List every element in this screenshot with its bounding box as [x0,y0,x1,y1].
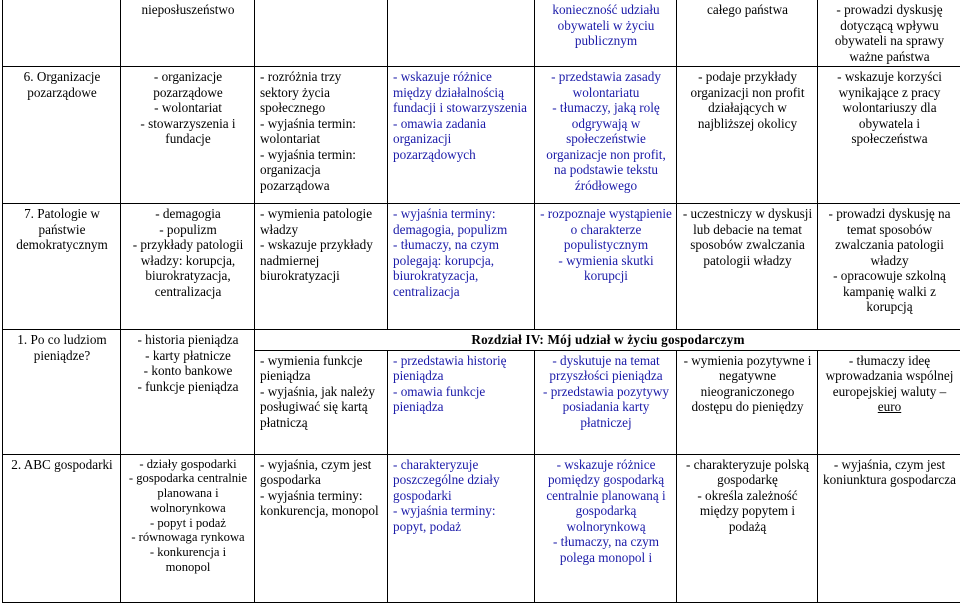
text-line: - wskazuje różnice między działalnością fundacji i stowarzyszenia [393,69,530,116]
text-line: - opracowuje szkolną kampanię walki z korupcją [823,268,956,315]
text-line: - wskazuje przykłady nadmiernej biurokratyzacji [260,237,383,284]
text-line: - tłumaczy, jaką rolę odgrywają w społeczeństwie organizacje non profit, na podstawie tekstu źródłowego [540,100,672,193]
extended-requirements-cell [388,350,535,454]
text-line: - charakteryzuje polską gospodarkę [682,457,813,488]
additional-requirements-cell [535,204,677,330]
text-line: - tłumaczy, na czym polegają: korupcja, biurokratyzacja, centralizacja [393,237,530,299]
text-line: - tłumaczy, na czym polega monopol i [540,534,672,565]
text-line: - omawia zadania organizacji pozarządowych [393,116,530,163]
additional-requirements-cell: konieczność udziału obywateli w życiu publicznym [535,0,677,67]
text-line: - wyjaśnia, czym jest gospodarka [260,457,383,488]
topic-cell [3,204,121,330]
content-cell [121,204,255,330]
text-line: - wymienia funkcje pieniądza [260,353,383,384]
basic-requirements-cell [255,204,388,330]
content-cell [121,67,255,204]
text-line: - wyjaśnia, czym jest koniunktura gospodarcza [823,457,956,488]
text-line: - gospodarka centralnie planowana i wolnorynkowa [126,471,250,515]
text-line: - dyskutuje na temat przyszłości pieniądza [540,353,672,384]
table-row-organizations [3,67,960,204]
basic-requirements-cell [255,0,388,67]
topic-cell [3,454,121,602]
basic-requirements-cell [255,350,388,454]
text-line: - wskazuje różnice pomiędzy gospodarką centralnie planowaną i gospodarką wolnorynkową [540,457,672,535]
topic-cell [3,330,121,455]
additional-requirements-cell [535,350,677,454]
section-title: Rozdział IV: Mój udział w życiu gospodarczym [255,330,960,351]
topic-cell [3,0,121,67]
extended-requirements-cell [388,204,535,330]
additional-requirements-cell [535,67,677,204]
text-line: - funkcje pieniądza [126,379,250,395]
text-line: - wskazuje korzyści wynikające z pracy wolontariuszy dla obywatela i społeczeństwa [823,69,956,147]
full-requirements-cell [677,204,818,330]
text-line: - prowadzi dyskusję na temat sposobów zwalczania patologii władzy [823,206,956,268]
content-cell [121,454,255,602]
text-line: - karty płatnicze [126,348,250,364]
exceeding-requirements-cell [818,454,960,602]
text-line: - organizacje pozarządowe [126,69,250,100]
text-line: 6. Organizacje pozarządowe [8,69,116,100]
text-line: - działy gospodarki [126,457,250,472]
content-cell [121,330,255,455]
text-line: - wyjaśnia, jak należy posługiwać się kartą płatniczą [260,384,383,431]
extended-requirements-cell [388,0,535,67]
curriculum-table [2,0,960,603]
text-line: - populizm [126,222,250,238]
text-line: - historia pieniądza [126,332,250,348]
extended-requirements-cell [388,67,535,204]
exceeding-requirements-cell [818,350,960,454]
text-line: - charakteryzuje poszczególne działy gospodarki [393,457,530,504]
text-line: - określa zależność między popytem i podażą [682,488,813,535]
text-line: 7. Patologie w państwie demokratycznym [8,206,116,253]
full-requirements-cell [677,67,818,204]
text-line: - wyjaśnia terminy: konkurencja, monopol [260,488,383,519]
topic-cell [3,67,121,204]
basic-requirements-cell [255,67,388,204]
text-line: 2. ABC gospodarki [8,457,116,473]
text-line: - demagogia [126,206,250,222]
text-line: - konkurencja i monopol [126,545,250,575]
text-line: - wolontariat [126,100,250,116]
table-row-continued [3,0,960,67]
text-line: - wyjaśnia termin: organizacja pozarządowa [260,147,383,194]
full-requirements-cell [677,350,818,454]
table-row-section-header [3,330,960,351]
exceeding-requirements-cell: - prowadzi dyskusję dotyczącą wpływu obywateli na sprawy ważne państwa [818,0,960,67]
text-line: - konto bankowe [126,363,250,379]
text-line: - uczestniczy w dyskusji lub debacie na temat sposobów zwalczania patologii władzy [682,206,813,268]
text-line: - równowaga rynkowa [126,530,250,545]
table-row-pathologies [3,204,960,330]
table-row-economy [3,454,960,602]
text-line: - wymienia patologie władzy [260,206,383,237]
exceeding-requirements-cell [818,204,960,330]
exceeding-text: - tłumaczy ideę wprowadzania wspólnej europejskiej waluty – [826,353,954,399]
full-requirements-cell [677,454,818,602]
additional-requirements-cell [535,454,677,602]
exceeding-requirements-cell [818,67,960,204]
text-line: - przykłady patologii władzy: korupcja, biurokratyzacja, centralizacja [126,237,250,299]
full-requirements-cell: całego państwa [677,0,818,67]
text-line: - przedstawia zasady wolontariatu [540,69,672,100]
basic-requirements-cell [255,454,388,602]
text-line: - przedstawia historię pieniądza [393,353,530,384]
extended-requirements-cell [388,454,535,602]
euro-text: euro [878,399,901,414]
text-line: - wyjaśnia termin: wolontariat [260,116,383,147]
text-line: - rozróżnia trzy sektory życia społecznego [260,69,383,116]
text-line: - przedstawia pozytywy posiadania karty płatniczej [540,384,672,431]
text-line: - wymienia pozytywne i negatywne nieograniczonego dostępu do pieniędzy [682,353,813,415]
text-line: - popyt i podaż [126,516,250,531]
content-cell: nieposłuszeństwo [121,0,255,67]
text-line: - wyjaśnia terminy: popyt, podaż [393,503,530,534]
text-line: - rozpoznaje wystąpienie o charakterze populistycznym [540,206,672,253]
text-line: 1. Po co ludziom pieniądze? [8,332,116,363]
text-line: - wyjaśnia terminy: demagogia, populizm [393,206,530,237]
text-line: - omawia funkcje pieniądza [393,384,530,415]
text-line: - stowarzyszenia i fundacje [126,116,250,147]
text-line: - podaje przykłady organizacji non profit działających w najbliższej okolicy [682,69,813,131]
text-line: - wymienia skutki korupcji [540,253,672,284]
